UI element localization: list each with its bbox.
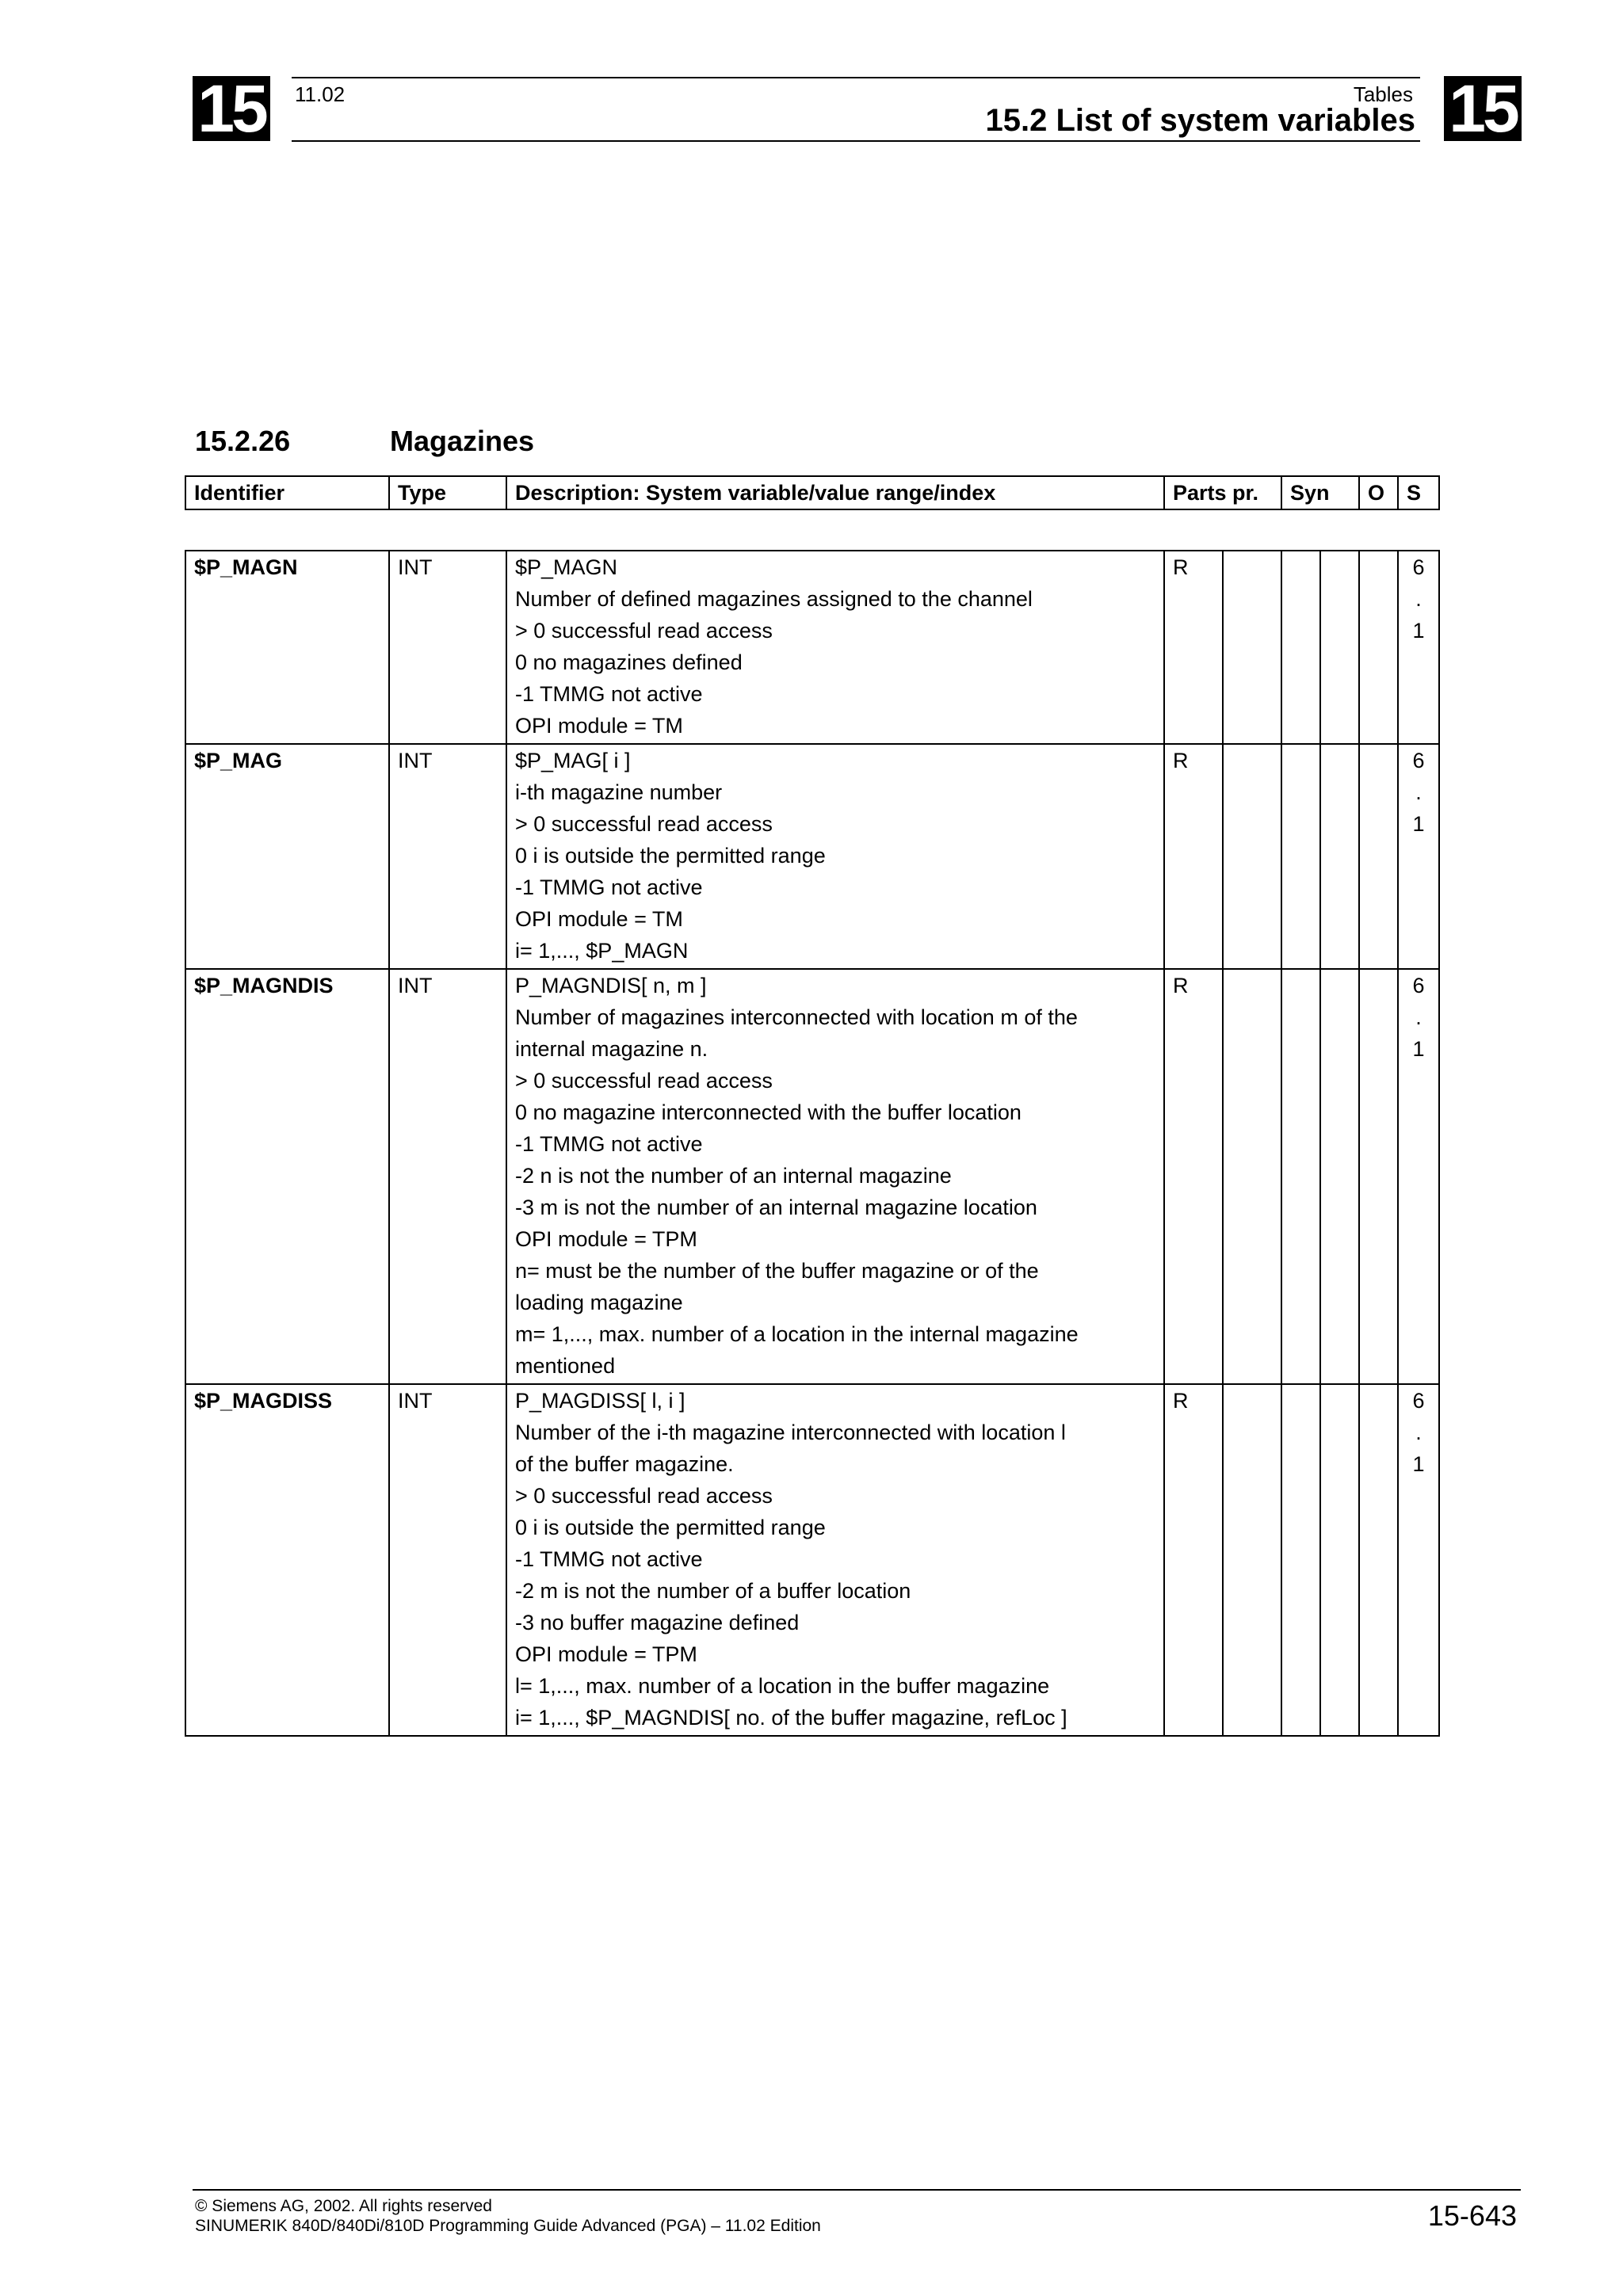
description-line: of the buffer magazine. (515, 1452, 734, 1476)
description-line: m= 1,..., max. number of a location in the internal magazine (515, 1322, 1079, 1346)
description-line: i= 1,..., $P_MAGN (515, 939, 689, 963)
cell-empty (1320, 551, 1359, 744)
s-value: . (1415, 1421, 1422, 1444)
col-header-o: O (1359, 476, 1398, 509)
chapter-number-right: 15 (1444, 76, 1522, 141)
cell-type: INT (389, 969, 506, 1384)
description-line: OPI module = TPM (515, 1642, 697, 1666)
cell-s (1398, 744, 1439, 969)
description-line: l= 1,..., max. number of a location in the buffer magazine (515, 1674, 1050, 1698)
cell-description (506, 744, 1164, 969)
description-line: -1 TMMG not active (515, 1547, 703, 1571)
s-value: 1 (1412, 812, 1425, 836)
description-line: -3 m is not the number of an internal magazine location (515, 1196, 1037, 1219)
cell-identifier: $P_MAGN (185, 551, 389, 744)
description-line: -1 TMMG not active (515, 1132, 703, 1156)
cell-syn (1281, 551, 1320, 744)
cell-empty (1320, 744, 1359, 969)
description-line: > 0 successful read access (515, 1484, 773, 1508)
description-line: -2 n is not the number of an internal magazine (515, 1164, 952, 1188)
header-title: 15.2 List of system variables (985, 103, 1415, 138)
description-line: mentioned (515, 1354, 616, 1378)
description-line: i= 1,..., $P_MAGNDIS[ no. of the buffer magazine, refLoc ] (515, 1706, 1067, 1730)
page-number: 15-643 (1427, 2199, 1517, 2232)
col-header-identifier: Identifier (185, 476, 389, 509)
description-line: 0 no magazine interconnected with the buffer location (515, 1100, 1022, 1124)
cell-identifier: $P_MAG (185, 744, 389, 969)
cell-parts: R (1164, 744, 1223, 969)
description-line: 0 i is outside the permitted range (515, 844, 826, 868)
section-title: Magazines (390, 425, 535, 457)
description-line: -2 m is not the number of a buffer location (515, 1579, 911, 1603)
description-line: > 0 successful read access (515, 812, 773, 836)
cell-o (1359, 744, 1398, 969)
cell-s (1398, 1384, 1439, 1736)
table-row (185, 744, 1439, 969)
chapter-number-left: 15 (193, 76, 270, 141)
col-header-parts: Parts pr. (1164, 476, 1281, 509)
header-rule-bottom (292, 140, 1420, 142)
cell-s (1398, 969, 1439, 1384)
cell-parts: R (1164, 969, 1223, 1384)
footer-rule (193, 2189, 1521, 2191)
cell-o (1359, 551, 1398, 744)
cell-empty (1223, 1384, 1281, 1736)
s-value: 6 (1412, 1389, 1425, 1413)
description-line: > 0 successful read access (515, 1069, 773, 1093)
cell-description (506, 551, 1164, 744)
cell-o (1359, 1384, 1398, 1736)
cell-s (1398, 551, 1439, 744)
cell-syn (1281, 1384, 1320, 1736)
cell-empty (1223, 969, 1281, 1384)
col-header-s: S (1398, 476, 1439, 509)
description-line: OPI module = TPM (515, 1227, 697, 1251)
header-date: 11.02 (295, 82, 346, 106)
cell-type: INT (389, 1384, 506, 1736)
s-value: . (1415, 780, 1422, 804)
description-line: OPI module = TM (515, 714, 683, 738)
description-line: loading magazine (515, 1291, 683, 1314)
cell-empty (1320, 969, 1359, 1384)
s-value: 6 (1412, 974, 1425, 997)
footer-guide-title: SINUMERIK 840D/840Di/810D Programming Guide Advanced (PGA) – 11.02 Edition (195, 2217, 821, 2235)
cell-type: INT (389, 744, 506, 969)
s-value: 1 (1412, 1037, 1425, 1061)
description-line: Number of defined magazines assigned to the channel (515, 587, 1033, 611)
description-line: $P_MAG[ i ] (515, 749, 631, 772)
description-line: -3 no buffer magazine defined (515, 1611, 800, 1634)
cell-syn (1281, 969, 1320, 1384)
description-line: n= must be the number of the buffer magazine or of the (515, 1259, 1039, 1283)
col-header-type: Type (389, 476, 506, 509)
cell-empty (1223, 744, 1281, 969)
s-value: . (1415, 1005, 1422, 1029)
header-rule-top (292, 77, 1420, 78)
description-line: 0 no magazines defined (515, 650, 743, 674)
table-row (185, 969, 1439, 1384)
description-line: -1 TMMG not active (515, 682, 703, 706)
cell-o (1359, 969, 1398, 1384)
description-line: P_MAGNDIS[ n, m ] (515, 974, 707, 997)
cell-empty (1320, 1384, 1359, 1736)
cell-type: INT (389, 551, 506, 744)
col-header-syn: Syn (1281, 476, 1359, 509)
description-line: $P_MAGN (515, 555, 618, 579)
table-row (185, 551, 1439, 744)
s-value: 6 (1412, 555, 1425, 579)
description-line: > 0 successful read access (515, 619, 773, 643)
col-header-description: Description: System variable/value range/index (506, 476, 1164, 509)
cell-description (506, 1384, 1164, 1736)
description-line: -1 TMMG not active (515, 875, 703, 899)
description-line: P_MAGDISS[ l, i ] (515, 1389, 685, 1413)
description-line: OPI module = TM (515, 907, 683, 931)
s-value: 6 (1412, 749, 1425, 772)
footer-copyright: © Siemens AG, 2002. All rights reserved (195, 2197, 492, 2215)
cell-description (506, 969, 1164, 1384)
cell-empty (1223, 551, 1281, 744)
cell-identifier: $P_MAGNDIS (185, 969, 389, 1384)
section-number: 15.2.26 (195, 425, 291, 457)
description-line: internal magazine n. (515, 1037, 708, 1061)
s-value: . (1415, 587, 1422, 611)
description-line: 0 i is outside the permitted range (515, 1516, 826, 1539)
s-value: 1 (1412, 619, 1425, 643)
cell-syn (1281, 744, 1320, 969)
column-header-table (185, 475, 1440, 510)
table-row (185, 1384, 1439, 1736)
s-value: 1 (1412, 1452, 1425, 1476)
cell-parts: R (1164, 1384, 1223, 1736)
column-header-row (185, 476, 1439, 509)
header-category: Tables (1353, 82, 1413, 106)
system-variables-table (185, 550, 1440, 1737)
description-line: Number of magazines interconnected with location m of the (515, 1005, 1078, 1029)
description-line: i-th magazine number (515, 780, 723, 804)
description-line: Number of the i-th magazine interconnected with location l (515, 1421, 1066, 1444)
cell-identifier: $P_MAGDISS (185, 1384, 389, 1736)
cell-parts: R (1164, 551, 1223, 744)
